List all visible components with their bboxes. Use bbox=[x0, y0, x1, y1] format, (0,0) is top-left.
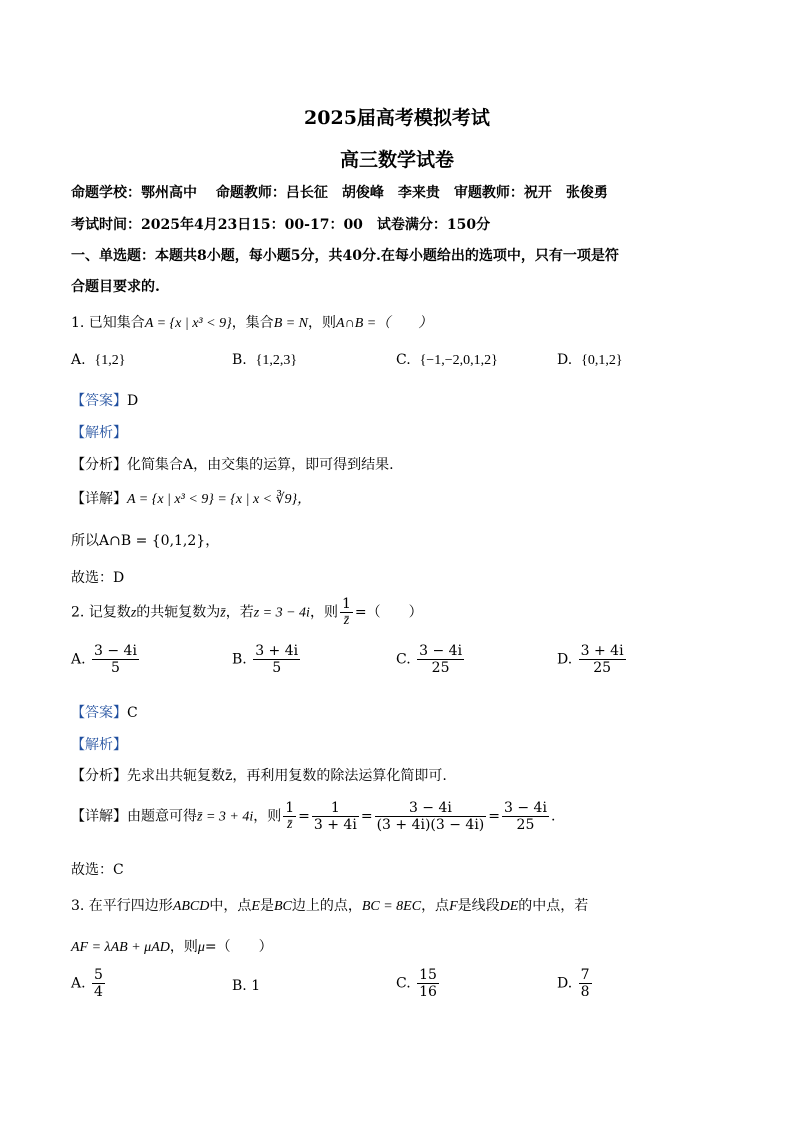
q1-mid: ，集合 bbox=[231, 315, 274, 331]
q2-option-a: A. $\frac{3 - 4i}{5}$ bbox=[71, 643, 137, 677]
q2-analysis-label: 【解析】 bbox=[71, 737, 127, 753]
q2-fenxi: 【分析】先求出共轭复数z̄，再利用复数的除法运算化简即可. bbox=[71, 768, 447, 784]
q2-option-c: C. $\frac{3 - 4i}{25}$ bbox=[396, 643, 463, 677]
question-3-cont: AF = λAB + μAD，则μ=（ ） bbox=[71, 939, 273, 955]
exam-authors: 命题学校：鄂州高中 命题教师：吕长征 胡俊峰 李来贵 审题教师：祝开 张俊勇 bbox=[71, 185, 608, 201]
q1-set-a: A = {x | x³ < 9} bbox=[144, 316, 232, 331]
exam-title: 2025届高考模拟考试 bbox=[304, 107, 490, 129]
question-3: 3. 在平行四边形ABCD中，点E是BC边上的点，BC = 8EC，点F是线段DE的中点，若 bbox=[71, 898, 589, 914]
q1-option-c: C. {−1,−2,0,1,2} bbox=[396, 352, 498, 368]
q1-set-b: B = N bbox=[273, 316, 309, 331]
question-2: 2. 记复数z的共轭复数为z̄，若z = 3 − 4i，则 $\frac{1}{z̄}$ =（ ） bbox=[71, 596, 423, 629]
q1-number: 1. 已知集合 bbox=[71, 315, 145, 331]
q3-option-b: B. 1 bbox=[232, 978, 261, 994]
q1-conclusion: 所以A∩B = {0,1,2}， bbox=[71, 533, 220, 549]
q1-option-d: D. {0,1,2} bbox=[557, 352, 623, 368]
question-1 bbox=[71, 312, 432, 332]
q1-option-a: A. {1,2} bbox=[71, 352, 126, 368]
q3-option-a: A. $\frac{5}{4}$ bbox=[71, 967, 103, 1001]
q1-analysis-label: 【解析】 bbox=[71, 425, 127, 441]
q1-tail: ，则 bbox=[308, 315, 337, 331]
q1-answer: 【答案】D bbox=[71, 393, 139, 409]
exam-time: 考试时间：2025年4月23日15：00-17：00 试卷满分：150分 bbox=[71, 217, 491, 233]
q1-ask: A∩B =（ ） bbox=[336, 316, 433, 331]
q2-answer: 【答案】C bbox=[71, 705, 138, 721]
q3-option-d: D. $\frac{7}{8}$ bbox=[557, 967, 590, 1001]
q2-choice: 故选：C bbox=[71, 862, 124, 878]
q3-option-c: C. $\frac{15}{16}$ bbox=[396, 967, 437, 1001]
q1-choice: 故选：D bbox=[71, 570, 125, 586]
section-heading-cont: 合题目要求的. bbox=[71, 279, 160, 295]
exam-subtitle: 高三数学试卷 bbox=[339, 149, 454, 171]
section-heading: 一、单选题：本题共8小题，每小题5分，共40分.在每小题给出的选项中，只有一项是符 bbox=[71, 248, 619, 264]
q1-xiangjie: 【详解】A = {x | x³ < 9} = {x | x < ∛9}， bbox=[71, 491, 312, 507]
q2-xiangjie: 【详解】由题意可得z̄ = 3 + 4i，则 $\frac{1}{z̄}$ = $\frac{1}{3 + 4i}$ = $\frac{3 - 4i}{(3 + 4i)(3 - 4i)}$ = $\frac{3 - 4i}{25}$ . bbox=[71, 800, 556, 834]
q2-option-d: D. $\frac{3 + 4i}{25}$ bbox=[557, 643, 624, 677]
q2-option-b: B. $\frac{3 + 4i}{5}$ bbox=[232, 643, 299, 677]
q1-fenxi: 【分析】化简集合A，由交集的运算，即可得到结果. bbox=[71, 457, 394, 473]
q2-fraction: $\frac{1}{z̄}$ bbox=[341, 596, 351, 629]
q1-option-b: B. {1,2,3} bbox=[232, 352, 298, 368]
